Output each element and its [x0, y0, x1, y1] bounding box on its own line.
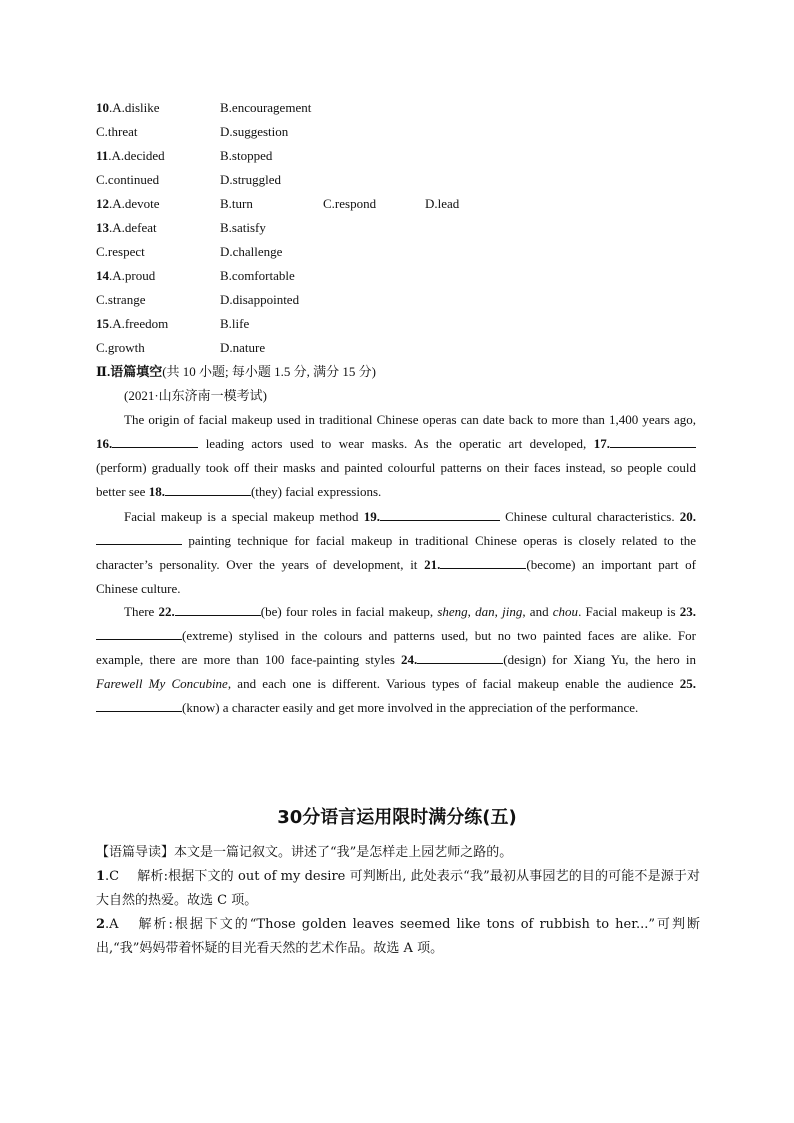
option-text: .A.dislike [109, 100, 160, 115]
option-text: C.growth [96, 340, 145, 355]
answer-choice: .C [105, 869, 120, 884]
opera-title: Farewell My Concubine [96, 676, 228, 691]
blank-number-23: 23. [679, 604, 697, 619]
text-span: . Facial makeup is [578, 604, 680, 619]
text-span: (perform) gradually took off their masks and painted colourful patterns on their faces instead, so people could better see [96, 460, 696, 499]
passage-paragraph-3 [96, 600, 696, 720]
option-a[interactable] [96, 168, 159, 192]
section-heading-rule: (共 10 小题; 每小题 1.5 分, 满分 15 分) [162, 364, 376, 379]
option-a[interactable] [96, 264, 155, 288]
option-text: .A.freedom [109, 316, 169, 331]
question-number: 12 [96, 196, 109, 211]
option-a[interactable] [96, 288, 145, 312]
text-span: (they) facial expressions. [250, 484, 382, 499]
reading-guide [96, 841, 700, 865]
blank-number-17: 17. [593, 436, 610, 451]
option-a[interactable] [96, 336, 145, 360]
guide-text: 本文是一篇记叙文。讲述了“我”是怎样走上园艺师之路的。 [174, 845, 513, 860]
option-a[interactable] [96, 192, 160, 216]
blank-number-19: 19. [363, 509, 380, 524]
blank-22[interactable] [175, 601, 261, 616]
answer-2 [96, 913, 700, 961]
option-text: C.respect [96, 244, 145, 259]
option-text: .A.decided [108, 148, 165, 163]
blank-20[interactable] [96, 530, 182, 545]
option-b[interactable]: B.stopped [220, 148, 273, 163]
option-b[interactable]: D.struggled [220, 172, 282, 187]
option-b[interactable]: B.life [220, 316, 250, 331]
text-span: leading actors used to wear masks. As the operatic art developed, [198, 436, 594, 451]
question-number: 13 [96, 220, 109, 235]
text-span: , [494, 604, 503, 619]
answer-explanation: 解析:根据下文的“Those golden leaves seemed like tons of rubbish to her...”可判断出,“我”妈妈带着怀疑的目光看天然的艺术作品。故选 A 项。 [96, 917, 700, 956]
passage-paragraph-1 [96, 408, 696, 504]
section-heading-label: Ⅱ.语篇填空 [96, 364, 163, 379]
question-number: 15 [96, 316, 109, 331]
text-span: , [467, 604, 476, 619]
role-dan: dan [475, 604, 495, 619]
blank-19[interactable] [380, 506, 500, 521]
role-chou: chou [552, 604, 579, 619]
option-a[interactable] [96, 144, 165, 168]
option-text: .A.devote [109, 196, 160, 211]
option-b[interactable]: D.suggestion [220, 124, 289, 139]
blank-18[interactable] [165, 481, 251, 496]
option-b[interactable]: B.comfortable [220, 268, 295, 283]
answer-explanation: 解析:根据下文的 out of my desire 可判断出, 此处表示“我”最初从事园艺的目的可能不是源于对大自然的热爱。故选 C 项。 [96, 869, 700, 908]
text-span: painting technique for facial makeup in traditional Chinese operas is closely related to the character’s personality. Over the years of development, it [96, 533, 696, 572]
option-a[interactable] [96, 240, 145, 264]
passage-source: (2021·山东济南一模考试) [124, 388, 267, 403]
blank-number-16: 16. [96, 436, 113, 451]
blank-24[interactable] [417, 649, 503, 664]
question-number: 10 [96, 100, 109, 115]
option-text: C.threat [96, 124, 138, 139]
text-span: (be) four roles in facial makeup, [260, 604, 438, 619]
answer-number: 2 [96, 917, 106, 932]
option-c[interactable]: C.respond [323, 196, 377, 211]
option-text: C.continued [96, 172, 160, 187]
option-a[interactable] [96, 120, 138, 144]
option-b[interactable]: D.challenge [220, 244, 283, 259]
guide-heading: 【语篇导读】 [96, 845, 175, 860]
blank-17[interactable] [610, 433, 696, 448]
answer-key [96, 841, 700, 961]
option-a[interactable] [96, 96, 160, 120]
option-text: .A.defeat [109, 220, 157, 235]
text-span: Facial makeup is a special makeup method [124, 509, 364, 524]
blank-number-20: 20. [679, 509, 696, 524]
question-number: 11 [96, 148, 109, 163]
question-number: 14 [96, 268, 109, 283]
text-span: (design) for Xiang Yu, the hero in [503, 652, 696, 667]
blank-number-24: 24. [401, 652, 418, 667]
answer-number: 1 [96, 869, 106, 884]
blank-16[interactable] [112, 433, 198, 448]
blank-25[interactable] [96, 697, 182, 712]
section-heading [96, 362, 376, 382]
text-span: The origin of facial makeup used in traditional Chinese operas can date back to more than 1,400 years ago, [124, 412, 696, 427]
option-b[interactable]: B.satisfy [220, 220, 266, 235]
blank-number-22: 22. [158, 604, 175, 619]
blank-number-21: 21. [424, 557, 441, 572]
role-jing: jing [502, 604, 523, 619]
option-b[interactable]: D.disappointed [220, 292, 300, 307]
blank-number-18: 18. [148, 484, 165, 499]
passage-paragraph-2 [96, 505, 696, 601]
text-span: (become) an important part of Chinese culture. [96, 557, 696, 596]
option-b[interactable]: B.encouragement [220, 100, 312, 115]
role-sheng: sheng [437, 604, 468, 619]
text-span: , and [522, 604, 553, 619]
option-a[interactable] [96, 216, 157, 240]
text-span: (extreme) stylised in the colours and patterns used, but no two painted faces are alike. For example, there are more than 100 face-painting styles [96, 628, 696, 667]
option-b[interactable]: B.turn [220, 196, 253, 211]
answer-1 [96, 865, 700, 913]
blank-21[interactable] [440, 554, 526, 569]
text-span: (know) a character easily and get more involved in the appreciation of the performance. [182, 700, 639, 715]
blank-number-25: 25. [679, 676, 696, 691]
text-span: Chinese cultural characteristics. [499, 509, 680, 524]
option-text: C.strange [96, 292, 146, 307]
answer-choice: .A [105, 917, 119, 932]
text-span: , and each one is different. Various types of facial makeup enable the audience [227, 676, 680, 691]
option-b[interactable]: D.nature [220, 340, 266, 355]
option-a[interactable] [96, 312, 168, 336]
text-span: There [124, 604, 159, 619]
answer-section-title: 30分语言运用限时满分练(五) [277, 807, 517, 828]
blank-23[interactable] [96, 625, 182, 640]
option-d[interactable]: D.lead [425, 196, 460, 211]
option-text: .A.proud [109, 268, 156, 283]
